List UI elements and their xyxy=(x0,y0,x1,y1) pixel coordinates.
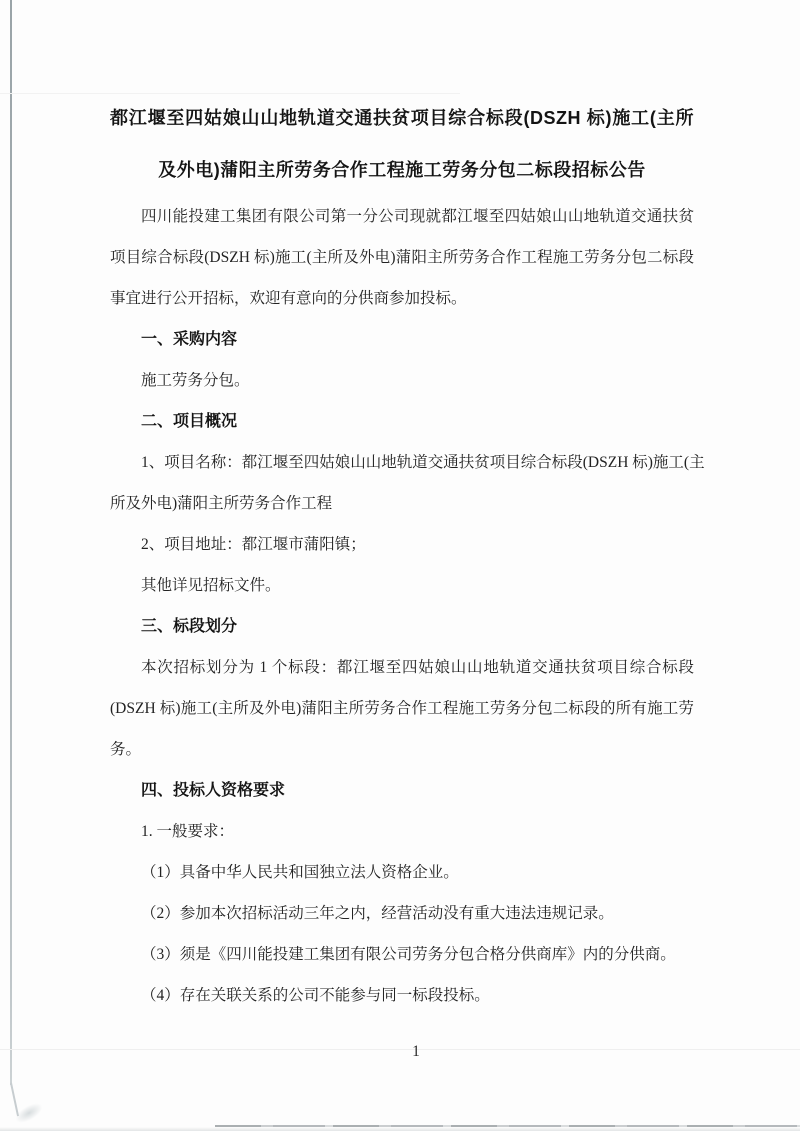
paragraph-line: （3）须是《四川能投建工集团有限公司劳务分包合格分供商库》内的分供商。 xyxy=(141,946,676,963)
paragraph-line: 1. 一般要求： xyxy=(141,823,235,840)
paragraph-line: 务。 xyxy=(110,741,142,758)
paragraph-line: 其他详见招标文件。 xyxy=(141,577,281,594)
section-procurement-content xyxy=(110,319,694,401)
section-heading: 一、采购内容 xyxy=(141,331,238,348)
paragraph-line: （1）具备中华人民共和国独立法人资格企业。 xyxy=(141,864,459,881)
paragraph-line: 所及外电)蒲阳主所劳务合作工程 xyxy=(110,495,333,512)
intro-paragraph-line: 项目综合标段(DSZH 标)施工(主所及外电)蒲阳主所劳务合作工程施工劳务分包二标段 xyxy=(110,249,694,266)
section-heading: 四、投标人资格要求 xyxy=(141,782,286,799)
section-bidder-qualifications xyxy=(110,770,694,1016)
paragraph-line: （2）参加本次招标活动三年之内，经营活动没有重大违法违规记录。 xyxy=(141,905,614,922)
intro-paragraph-line: 四川能投建工集团有限公司第一分公司现就都江堰至四姑娘山山地轨道交通扶贫 xyxy=(141,208,694,225)
section-heading: 三、标段划分 xyxy=(141,618,238,635)
page-number: 1 xyxy=(412,1043,420,1060)
paragraph-line: 施工劳务分包。 xyxy=(141,372,250,389)
paragraph-line: (DSZH 标)施工(主所及外电)蒲阳主所劳务合作工程施工劳务分包二标段的所有施工劳 xyxy=(110,700,694,717)
paragraph-line: 1、项目名称：都江堰至四姑娘山山地轨道交通扶贫项目综合标段(DSZH 标)施工(主 xyxy=(141,454,705,471)
section-project-overview xyxy=(110,401,705,606)
intro-paragraph-line: 事宜进行公开招标，欢迎有意向的分供商参加投标。 xyxy=(110,290,467,307)
section-bid-division xyxy=(110,606,694,770)
scan-corner-smudge xyxy=(13,1099,46,1126)
section-heading: 二、项目概况 xyxy=(141,413,238,430)
paragraph-line: （4）存在关联关系的公司不能参与同一标段投标。 xyxy=(141,987,490,1004)
scan-edge-line xyxy=(10,0,12,1085)
scan-bottom-fade xyxy=(0,1127,800,1131)
document-title-line-2: 及外电)蒲阳主所劳务合作工程施工劳务分包二标段招标公告 xyxy=(158,160,646,180)
document-body xyxy=(110,92,705,1016)
paragraph-line: 本次招标划分为 1 个标段：都江堰至四姑娘山山地轨道交通扶贫项目综合标段 xyxy=(141,659,694,676)
document-title-line-1: 都江堰至四姑娘山山地轨道交通扶贫项目综合标段(DSZH 标)施工(主所 xyxy=(110,108,694,128)
paragraph-line: 2、项目地址：都江堰市蒲阳镇； xyxy=(141,536,366,553)
